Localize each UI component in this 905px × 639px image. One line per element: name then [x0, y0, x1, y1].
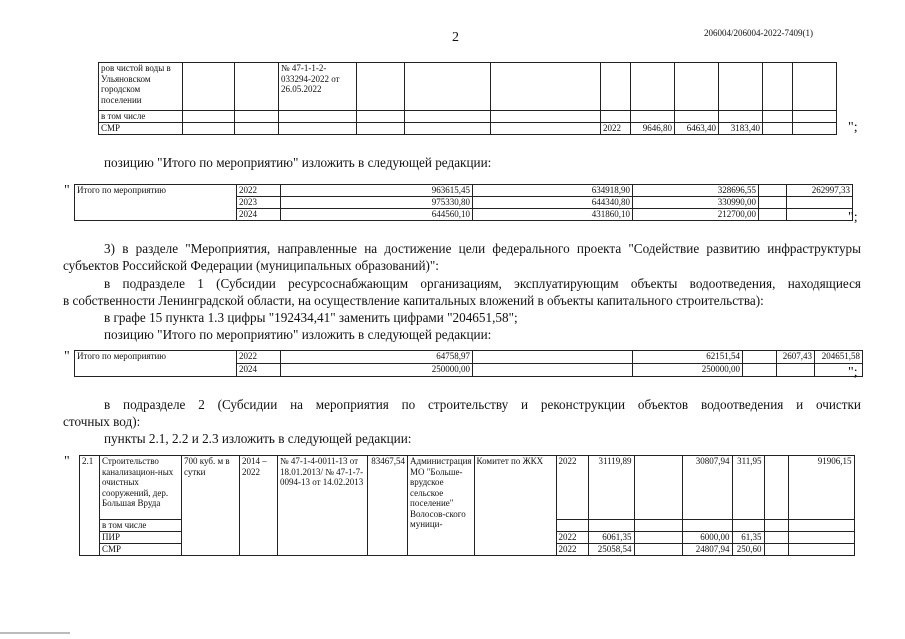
local-cell: 61,35	[732, 531, 764, 543]
opening-quote-3: "	[64, 349, 70, 364]
value-cell: 330990,00	[633, 197, 759, 209]
object-name-cell: ров чистой воды в Ульяновском городском поселении	[99, 63, 183, 111]
value-cell: 62151,54	[633, 351, 743, 364]
year-cell: 2024	[237, 364, 281, 377]
opening-quote-4: "	[64, 454, 70, 469]
capacity-cell: 700 куб. м в сутки	[182, 456, 240, 556]
paragraph-subsection-1-line1: в подразделе 1 (Субсидии ресурсоснабжающим организациям, эксплуатирующим объекты водоотведения, находящиеся	[104, 276, 861, 291]
opening-quote-2: "	[64, 183, 70, 198]
smr-year: 2022	[601, 122, 631, 134]
value-cell: 262997,33	[787, 185, 853, 197]
regional-cell: 24807,94	[682, 543, 732, 555]
value-cell: 431860,10	[473, 209, 633, 221]
paragraph-section-3-line2: субъектов Российской Федерации (муниципальных образований)":	[63, 258, 439, 273]
paragraph-section-3-line1: 3) в разделе "Мероприятия, направленные на достижение цели федерального проекта "Содействие развитию инфраструктуры	[104, 241, 861, 256]
value-cell: 64758,97	[281, 351, 473, 364]
value-cell: 634918,90	[473, 185, 633, 197]
page-edge-mark	[0, 632, 70, 634]
smr-label: СМР	[100, 543, 182, 555]
permit-doc-cell: № 47-1-4-0011-13 от 18.01.2013/ № 47-1-7-0094-13 от 14.02.2013	[278, 456, 368, 556]
permit-doc-cell: № 47-1-1-2-033294-2022 от 26.05.2022	[279, 63, 357, 111]
value-cell: 644340,80	[473, 197, 633, 209]
year-cell: 2022	[556, 543, 588, 555]
regional-cell: 6000,00	[682, 531, 732, 543]
year-cell: 2022	[237, 185, 281, 197]
value-cell: 250000,00	[281, 364, 473, 377]
paragraph-subsection-1-line2: в собственности Ленинградской области, на осуществление капитальных вложений в объекты капитального строительства):	[63, 293, 764, 308]
value-cell: 250000,00	[633, 364, 743, 377]
itogo-label: Итого по мероприятию	[75, 185, 237, 221]
itogo-table-1	[74, 184, 853, 221]
paragraph-itogo-2: позицию "Итого по мероприятию" изложить в следующей редакции:	[104, 327, 492, 342]
paragraph-itogo-1: позицию "Итого по мероприятию" изложить в следующей редакции:	[104, 155, 492, 170]
itogo-table-2	[74, 350, 863, 377]
measures-table	[79, 455, 855, 556]
value-cell: 2607,43	[777, 351, 815, 364]
year-cell: 2022	[556, 531, 588, 543]
paragraph-column-15: в графе 15 пункта 1.3 цифры "192434,41" заменить цифрами "204651,58";	[104, 310, 518, 325]
extra-cell: 91906,15	[788, 456, 854, 520]
total-cell: 31119,89	[588, 456, 634, 520]
pir-label: ПИР	[100, 531, 182, 543]
smr-regional: 6463,40	[675, 122, 719, 134]
year-cell: 2022	[556, 456, 588, 520]
committee-cell: Комитет по ЖКХ	[474, 456, 556, 556]
year-cell: 2022	[237, 351, 281, 364]
sub-label: в том числе	[100, 520, 182, 532]
object-name-cell: Строительство канализацион-ных очистных сооружений, дер. Большая Вруда	[100, 456, 182, 520]
local-cell: 250,60	[732, 543, 764, 555]
paragraph-subsection-2-line2: сточных вод):	[63, 414, 141, 429]
admin-cell: Администрация МО "Больше-врудское сельское поселение" Волосов-ского муници-	[408, 456, 475, 556]
period-cell: 2014 – 2022	[240, 456, 278, 556]
closing-quote-2: ";	[848, 210, 858, 225]
closing-quote-3: ";	[848, 365, 858, 380]
year-cell: 2024	[237, 209, 281, 221]
regional-cell: 30807,94	[682, 456, 732, 520]
sub-label: в том числе	[99, 111, 183, 123]
year-cell: 2023	[237, 197, 281, 209]
value-cell: 975330,80	[281, 197, 473, 209]
continuation-table	[98, 62, 837, 135]
itogo-label: Итого по мероприятию	[75, 351, 237, 377]
page-number: 2	[452, 30, 459, 45]
smr-local: 3183,40	[719, 122, 763, 134]
paragraph-subsection-2-line1: в подразделе 2 (Субсидии на мероприятия по строительству и реконструкции объектов водоотведения и очистки	[104, 397, 861, 412]
local-cell: 311,95	[732, 456, 764, 520]
smr-label: СМР	[99, 122, 183, 134]
paragraph-points: пункты 2.1, 2.2 и 2.3 изложить в следующей редакции:	[104, 431, 412, 446]
document-id: 206004/206004-2022-7409(1)	[704, 28, 813, 38]
value-cell: 204651,58	[815, 351, 863, 364]
value-cell: 212700,00	[633, 209, 759, 221]
smr-total: 9646,80	[631, 122, 675, 134]
row-number: 2.1	[80, 456, 100, 556]
cost-cell: 83467,54	[368, 456, 408, 556]
closing-quote-1: ";	[848, 120, 858, 135]
value-cell: 963615,45	[281, 185, 473, 197]
total-cell: 6061,35	[588, 531, 634, 543]
total-cell: 25058,54	[588, 543, 634, 555]
value-cell: 328696,55	[633, 185, 759, 197]
value-cell: 644560,10	[281, 209, 473, 221]
